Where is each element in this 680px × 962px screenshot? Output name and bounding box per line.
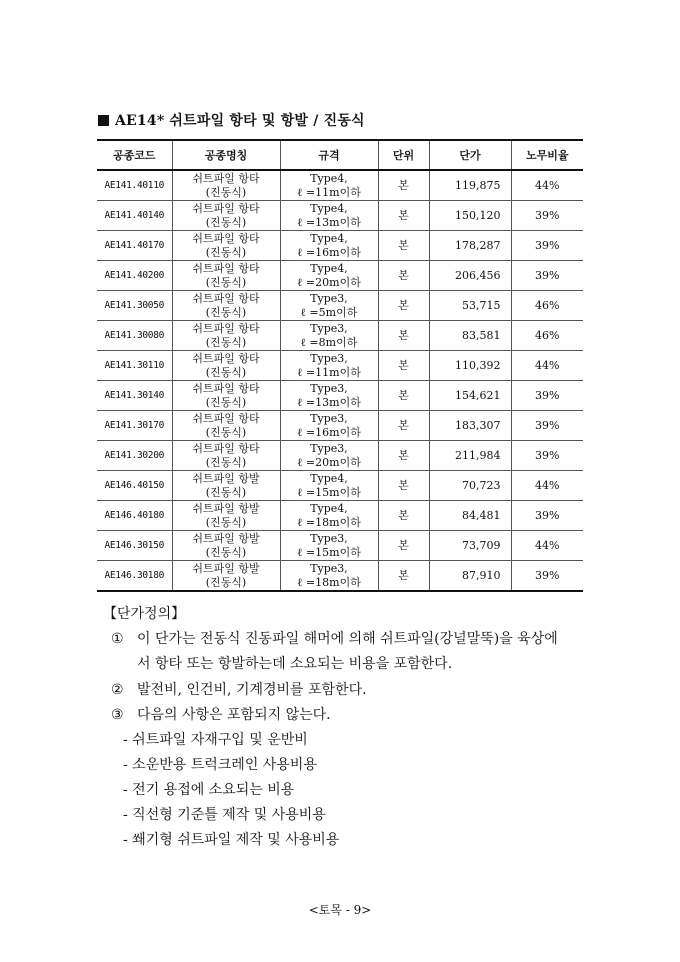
cell-code: AE141.30080 bbox=[97, 321, 172, 351]
header-unit: 단위 bbox=[378, 140, 429, 170]
cell-price: 119,875 bbox=[429, 170, 511, 201]
item-number: ③ bbox=[111, 707, 124, 723]
cell-name bbox=[172, 411, 280, 441]
name-line-1: 쉬트파일 항타 bbox=[192, 321, 260, 335]
spec-line-2: ℓ =15m이하 bbox=[297, 485, 361, 499]
spec-line-2: ℓ =8m이하 bbox=[300, 335, 358, 349]
cell-price: 154,621 bbox=[429, 381, 511, 411]
cell-labor-ratio: 39% bbox=[511, 561, 583, 592]
excluded-item: - 전기 용접에 소요되는 비용 bbox=[123, 782, 295, 798]
name-line-2: (진동식) bbox=[205, 395, 247, 409]
cell-spec bbox=[280, 321, 378, 351]
spec-line-1: Type3, bbox=[310, 381, 348, 395]
spec-line-1: Type4, bbox=[310, 501, 348, 515]
cell-labor-ratio: 44% bbox=[511, 170, 583, 201]
cell-spec bbox=[280, 291, 378, 321]
cell-unit: 본 bbox=[378, 321, 429, 351]
cell-price: 178,287 bbox=[429, 231, 511, 261]
cell-code: AE141.40140 bbox=[97, 201, 172, 231]
cell-unit: 본 bbox=[378, 261, 429, 291]
spec-line-1: Type4, bbox=[310, 231, 348, 245]
table-row bbox=[97, 501, 583, 531]
name-line-2: (진동식) bbox=[205, 305, 247, 319]
spec-line-2: ℓ =11m이하 bbox=[297, 185, 361, 199]
cell-code: AE146.30180 bbox=[97, 561, 172, 592]
name-line-1: 쉬트파일 항타 bbox=[192, 441, 260, 455]
cell-labor-ratio: 39% bbox=[511, 411, 583, 441]
name-line-2: (진동식) bbox=[205, 515, 247, 529]
spec-line-2: ℓ =20m이하 bbox=[297, 275, 361, 289]
table-row bbox=[97, 201, 583, 231]
cell-unit: 본 bbox=[378, 471, 429, 501]
cell-unit: 본 bbox=[378, 291, 429, 321]
table-row bbox=[97, 381, 583, 411]
cell-code: AE141.30140 bbox=[97, 381, 172, 411]
name-line-2: (진동식) bbox=[205, 275, 247, 289]
name-line-2: (진동식) bbox=[205, 335, 247, 349]
cell-unit: 본 bbox=[378, 170, 429, 201]
cell-code: AE141.30170 bbox=[97, 411, 172, 441]
spec-line-2: ℓ =16m이하 bbox=[297, 245, 361, 259]
cell-code: AE141.30200 bbox=[97, 441, 172, 471]
spec-line-1: Type3, bbox=[310, 321, 348, 335]
page-footer: <토목 - 9> bbox=[308, 903, 372, 917]
cell-spec bbox=[280, 351, 378, 381]
item-text: 발전비, 인건비, 기계경비를 포함한다. bbox=[137, 682, 367, 698]
cell-unit: 본 bbox=[378, 531, 429, 561]
cell-price: 211,984 bbox=[429, 441, 511, 471]
spec-line-1: Type3, bbox=[310, 291, 348, 305]
cell-unit: 본 bbox=[378, 201, 429, 231]
cell-spec bbox=[280, 201, 378, 231]
cell-price: 87,910 bbox=[429, 561, 511, 592]
name-line-1: 쉬트파일 항타 bbox=[192, 291, 260, 305]
spec-line-1: Type3, bbox=[310, 411, 348, 425]
cell-code: AE146.40180 bbox=[97, 501, 172, 531]
name-line-2: (진동식) bbox=[205, 245, 247, 259]
cell-labor-ratio: 39% bbox=[511, 501, 583, 531]
spec-line-1: Type4, bbox=[310, 261, 348, 275]
cell-price: 53,715 bbox=[429, 291, 511, 321]
cell-name bbox=[172, 501, 280, 531]
name-line-2: (진동식) bbox=[205, 545, 247, 559]
cell-name bbox=[172, 291, 280, 321]
table-row bbox=[97, 471, 583, 501]
spec-line-1: Type3, bbox=[310, 531, 348, 545]
cell-price: 206,456 bbox=[429, 261, 511, 291]
definition-item-2 bbox=[111, 679, 367, 699]
cell-unit: 본 bbox=[378, 501, 429, 531]
cell-spec bbox=[280, 231, 378, 261]
item-text: 이 단가는 전동식 진동파일 해머에 의해 쉬트파일(강널말뚝)을 육상에 bbox=[137, 631, 558, 647]
excluded-item: - 직선형 기준틀 제작 및 사용비용 bbox=[123, 807, 326, 823]
definition-item-1 bbox=[111, 628, 558, 648]
spec-line-2: ℓ =16m이하 bbox=[297, 425, 361, 439]
cell-price: 183,307 bbox=[429, 411, 511, 441]
spec-line-2: ℓ =11m이하 bbox=[297, 365, 361, 379]
name-line-1: 쉬트파일 항타 bbox=[192, 261, 260, 275]
cell-labor-ratio: 44% bbox=[511, 351, 583, 381]
cell-code: AE146.30150 bbox=[97, 531, 172, 561]
name-line-2: (진동식) bbox=[205, 425, 247, 439]
cell-code: AE146.40150 bbox=[97, 471, 172, 501]
cell-labor-ratio: 44% bbox=[511, 531, 583, 561]
excluded-item: - 쐐기형 쉬트파일 제작 및 사용비용 bbox=[123, 832, 340, 848]
cell-price: 84,481 bbox=[429, 501, 511, 531]
table-row bbox=[97, 441, 583, 471]
table-row bbox=[97, 561, 583, 592]
cell-spec bbox=[280, 471, 378, 501]
name-line-1: 쉬트파일 항타 bbox=[192, 351, 260, 365]
name-line-2: (진동식) bbox=[205, 575, 247, 589]
spec-line-2: ℓ =18m이하 bbox=[297, 515, 361, 529]
item-number: ① bbox=[111, 631, 124, 647]
cell-spec bbox=[280, 561, 378, 592]
cell-labor-ratio: 39% bbox=[511, 441, 583, 471]
square-bullet-icon bbox=[98, 115, 109, 126]
cell-labor-ratio: 46% bbox=[511, 291, 583, 321]
name-line-1: 쉬트파일 항발 bbox=[192, 501, 260, 515]
cell-labor-ratio: 44% bbox=[511, 471, 583, 501]
header-name: 공종명칭 bbox=[172, 140, 280, 170]
name-line-1: 쉬트파일 항발 bbox=[192, 471, 260, 485]
definition-item-3 bbox=[111, 704, 331, 724]
name-line-1: 쉬트파일 항타 bbox=[192, 201, 260, 215]
cell-name bbox=[172, 321, 280, 351]
cell-name bbox=[172, 381, 280, 411]
cell-code: AE141.40170 bbox=[97, 231, 172, 261]
cell-name bbox=[172, 441, 280, 471]
table-row bbox=[97, 170, 583, 201]
cell-labor-ratio: 39% bbox=[511, 381, 583, 411]
table-row bbox=[97, 351, 583, 381]
cell-spec bbox=[280, 501, 378, 531]
cell-spec bbox=[280, 411, 378, 441]
cell-price: 110,392 bbox=[429, 351, 511, 381]
spec-line-1: Type4, bbox=[310, 201, 348, 215]
cell-labor-ratio: 39% bbox=[511, 231, 583, 261]
cell-name bbox=[172, 231, 280, 261]
cell-name bbox=[172, 261, 280, 291]
cell-labor-ratio: 39% bbox=[511, 201, 583, 231]
cell-code: AE141.30050 bbox=[97, 291, 172, 321]
cell-spec bbox=[280, 381, 378, 411]
excluded-item: - 소운반용 트럭크레인 사용비용 bbox=[123, 757, 317, 773]
name-line-1: 쉬트파일 항타 bbox=[192, 381, 260, 395]
header-labor-ratio: 노무비율 bbox=[511, 140, 583, 170]
cell-code: AE141.40200 bbox=[97, 261, 172, 291]
section-title-text: AE14* 쉬트파일 항타 및 항발 / 진동식 bbox=[115, 113, 365, 129]
header-code: 공종코드 bbox=[97, 140, 172, 170]
cell-price: 73,709 bbox=[429, 531, 511, 561]
table-row bbox=[97, 321, 583, 351]
cell-unit: 본 bbox=[378, 411, 429, 441]
spec-line-1: Type3, bbox=[310, 351, 348, 365]
table-row bbox=[97, 261, 583, 291]
cell-unit: 본 bbox=[378, 561, 429, 592]
spec-line-2: ℓ =13m이하 bbox=[297, 215, 361, 229]
definition-item-1-continued: 서 항타 또는 항발하는데 소요되는 비용을 포함한다. bbox=[137, 656, 453, 672]
spec-line-1: Type3, bbox=[310, 561, 348, 575]
name-line-2: (진동식) bbox=[205, 215, 247, 229]
spec-line-2: ℓ =13m이하 bbox=[297, 395, 361, 409]
name-line-1: 쉬트파일 항타 bbox=[192, 171, 260, 185]
table-header-row bbox=[97, 140, 583, 170]
cell-unit: 본 bbox=[378, 441, 429, 471]
item-number: ② bbox=[111, 682, 124, 698]
definitions-title: 【단가정의】 bbox=[103, 606, 186, 622]
cell-unit: 본 bbox=[378, 381, 429, 411]
cell-code: AE141.30110 bbox=[97, 351, 172, 381]
spec-line-2: ℓ =18m이하 bbox=[297, 575, 361, 589]
cell-spec bbox=[280, 170, 378, 201]
spec-line-2: ℓ =15m이하 bbox=[297, 545, 361, 559]
cell-spec bbox=[280, 441, 378, 471]
table-row bbox=[97, 231, 583, 261]
name-line-2: (진동식) bbox=[205, 185, 247, 199]
excluded-item: - 쉬트파일 자재구입 및 운반비 bbox=[123, 732, 308, 748]
name-line-2: (진동식) bbox=[205, 485, 247, 499]
cell-name bbox=[172, 471, 280, 501]
spec-line-2: ℓ =5m이하 bbox=[300, 305, 358, 319]
cell-name bbox=[172, 170, 280, 201]
cell-name bbox=[172, 201, 280, 231]
spec-line-1: Type4, bbox=[310, 171, 348, 185]
table-row bbox=[97, 531, 583, 561]
spec-line-2: ℓ =20m이하 bbox=[297, 455, 361, 469]
cell-code: AE141.40110 bbox=[97, 170, 172, 201]
cell-name bbox=[172, 351, 280, 381]
name-line-2: (진동식) bbox=[205, 365, 247, 379]
name-line-2: (진동식) bbox=[205, 455, 247, 469]
name-line-1: 쉬트파일 항타 bbox=[192, 231, 260, 245]
section-title bbox=[98, 110, 365, 130]
cell-spec bbox=[280, 261, 378, 291]
header-price: 단가 bbox=[429, 140, 511, 170]
table-row bbox=[97, 291, 583, 321]
unit-price-table bbox=[97, 139, 583, 592]
header-spec: 규격 bbox=[280, 140, 378, 170]
item-text: 다음의 사항은 포함되지 않는다. bbox=[137, 707, 331, 723]
name-line-1: 쉬트파일 항발 bbox=[192, 561, 260, 575]
spec-line-1: Type4, bbox=[310, 471, 348, 485]
name-line-1: 쉬트파일 항발 bbox=[192, 531, 260, 545]
cell-unit: 본 bbox=[378, 351, 429, 381]
spec-line-1: Type3, bbox=[310, 441, 348, 455]
cell-price: 83,581 bbox=[429, 321, 511, 351]
table-row bbox=[97, 411, 583, 441]
cell-name bbox=[172, 561, 280, 592]
cell-labor-ratio: 46% bbox=[511, 321, 583, 351]
cell-labor-ratio: 39% bbox=[511, 261, 583, 291]
cell-spec bbox=[280, 531, 378, 561]
cell-price: 150,120 bbox=[429, 201, 511, 231]
name-line-1: 쉬트파일 항타 bbox=[192, 411, 260, 425]
cell-name bbox=[172, 531, 280, 561]
cell-unit: 본 bbox=[378, 231, 429, 261]
cell-price: 70,723 bbox=[429, 471, 511, 501]
